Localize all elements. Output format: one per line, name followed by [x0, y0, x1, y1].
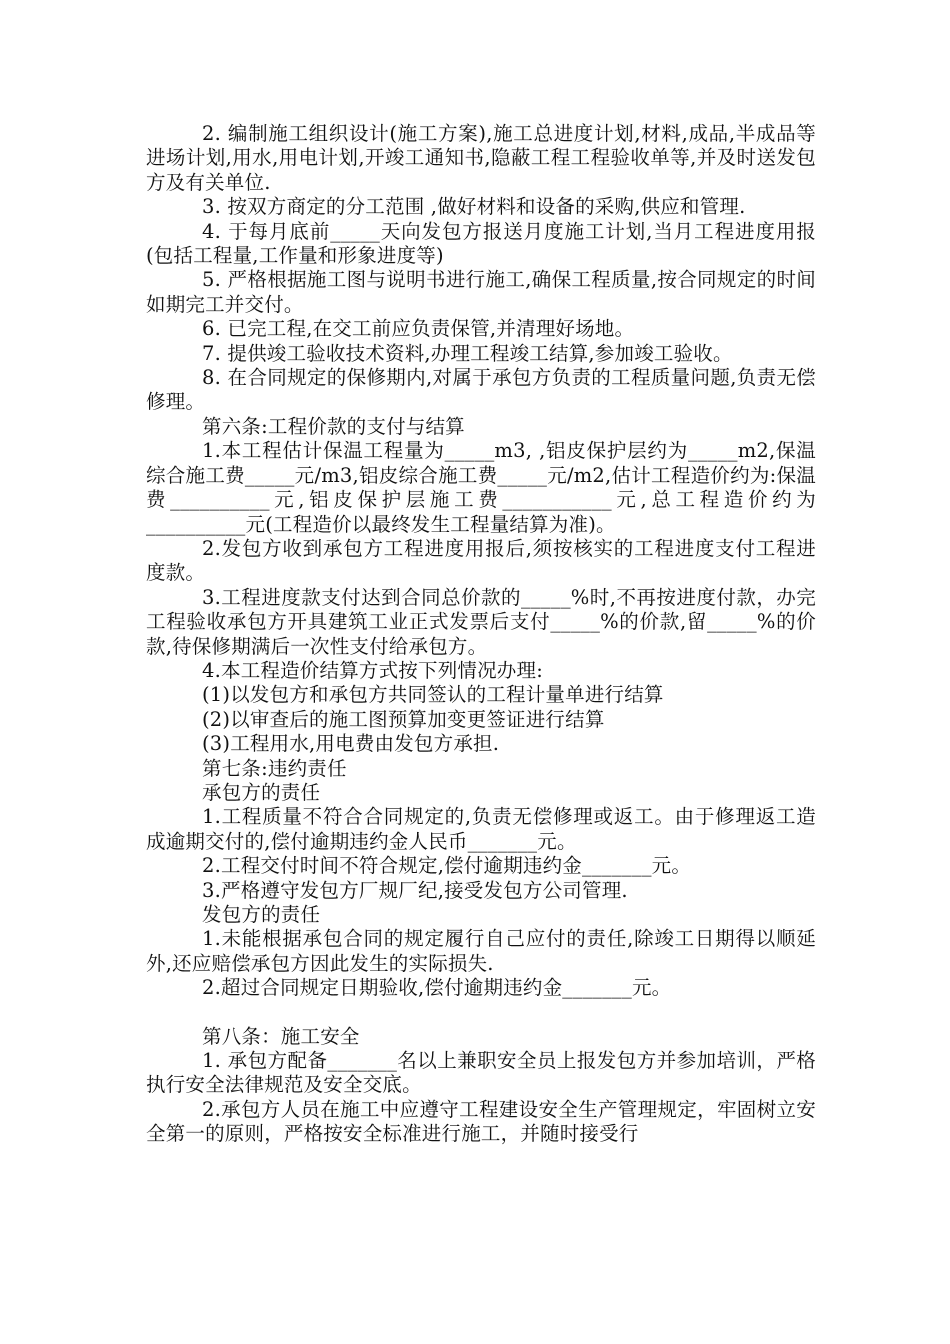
clause-4-monthly-plan: 4. 于每月底前_____天向发包方报送月度施工计划,当月工程进度用报(包括工程量,工作量和形象进度等) [146, 219, 816, 268]
employer-liability-1: 1.未能根据承包合同的规定履行自己应付的责任,除竣工日期得以顺延外,还应赔偿承包方因此发生的实际损失. [146, 927, 816, 975]
clause-5-construction-quality: 5. 严格根据施工图与说明书进行施工,确保工程质量,按合同规定的时间如期完工并交付。 [146, 268, 816, 316]
contract-text [146, 122, 816, 1147]
settlement-option-1: (1)以发包方和承包方共同签认的工程计量单进行结算 [202, 683, 664, 707]
employer-liability-2: 2.超过合同规定日期验收,偿付逾期违约金_______元。 [202, 976, 672, 1000]
contractor-responsibility-heading: 承包方的责任 [202, 780, 321, 804]
contractor-liability-2: 2.工程交付时间不符合规定,偿付逾期违约金_______元。 [202, 854, 692, 878]
article-6-item-4-settlement: 4.本工程造价结算方式按下列情况办理: [202, 658, 543, 682]
clause-3-procurement: 3. 按双方商定的分工范围 ,做好材料和设备的采购,供应和管理. [202, 195, 746, 219]
article-6-item-2-progress-payment: 2.发包方收到承包方工程进度用报后,须按核实的工程进度支付工程进度款。 [146, 536, 816, 585]
contractor-liability-3: 3.严格遵守发包方厂规厂纪,接受发包方公司管理. [202, 878, 628, 902]
contractor-liability-1: 1.工程质量不符合合同规定的,负责无偿修理或返工。由于修理返工造成逾期交付的,偿付逾期违约金人民币_______元。 [146, 805, 816, 853]
article-6-heading: 第六条:工程价款的支付与结算 [202, 414, 465, 438]
employer-responsibility-heading: 发包方的责任 [202, 903, 321, 926]
clause-2-organization-design: 2. 编制施工组织设计(施工方案),施工总进度计划,材料,成品,半成品等进场计划,用水,用电计划,开竣工通知书,隐蔽工程工程验收单等,并及时送发包方及有关单位. [146, 122, 816, 194]
clause-8-warranty: 8. 在合同规定的保修期内,对属于承包方负责的工程质量问题,负责无偿修理。 [146, 366, 816, 414]
article-8-item-2-safety-rules: 2.承包方人员在施工中应遵守工程建设安全生产管理规定，牢固树立安全第一的原则，严格按安全标准进行施工，并随时接受行 [146, 1097, 816, 1146]
paragraph-gap [146, 1001, 816, 1025]
clause-6-site-custody: 6. 已完工程,在交工前应负责保管,并清理好场地。 [202, 317, 635, 341]
article-6-item-1-estimate: 1.本工程估计保温工程量为_____m3, ,铝皮保护层约为_____m2,保温综合施工费_____元/m3,铝皮综合施工费_____元/m2,估计工程造价约为:保温费__________元,铝皮保护层施工费___________元,总工程造价约为__________元(工程造价以最终发生工程量结算为准)。 [146, 439, 816, 536]
settlement-option-2: (2)以审查后的施工图预算加变更签证进行结算 [202, 707, 605, 731]
settlement-option-3: (3)工程用水,用电费由发包方承担. [202, 732, 500, 756]
clause-7-completion-data: 7. 提供竣工验收技术资料,办理工程竣工结算,参加竣工验收。 [202, 341, 733, 365]
article-8-item-1-safety-officer: 1. 承包方配备_______名以上兼职安全员上报发包方并参加培训，严格执行安全法律规范及安全交底。 [146, 1049, 816, 1097]
article-6-item-3-payment-terms: 3.工程进度款支付达到合同总价款的_____%时,不再按进度付款，办完工程验收承包方开具建筑工业正式发票后支付_____%的价款,留_____%的价款,待保修期满后一次性支付给承包方。 [146, 585, 816, 658]
article-8-heading: 第八条：施工安全 [202, 1024, 360, 1048]
article-7-heading: 第七条:违约责任 [202, 756, 347, 780]
